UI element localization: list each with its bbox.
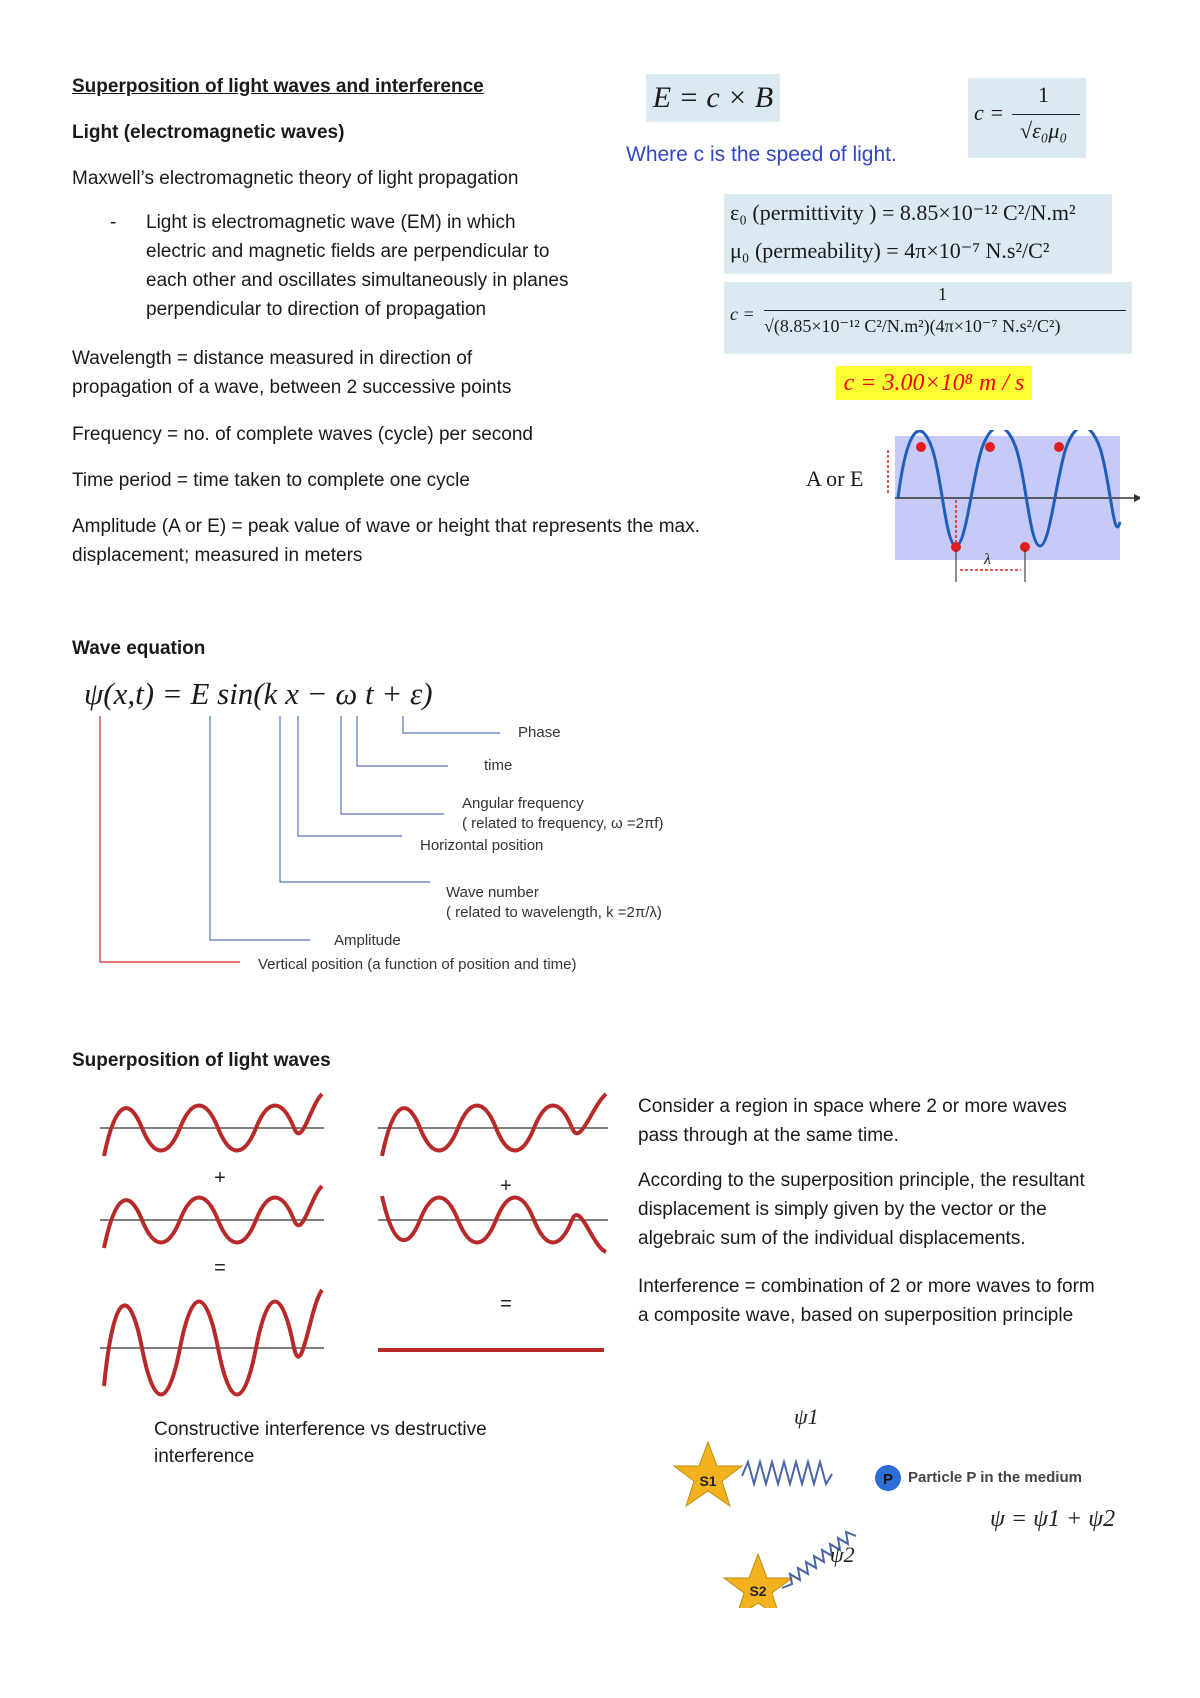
label-angular-frequency: Angular frequency (462, 795, 584, 812)
superposition-diagram (96, 1086, 636, 1406)
c-lhs: c = (974, 100, 1005, 125)
c-calc-lhs: c = (730, 304, 755, 324)
psi2-label: ψ2 (830, 1542, 855, 1567)
bullet-dash: - (110, 212, 117, 233)
lambda-label: λ (984, 551, 991, 568)
bullet-line: electric and magnetic fields are perpendicular to (146, 241, 550, 262)
para-line: According to the superposition principle, the resultant (638, 1170, 1085, 1191)
heading-wave-equation: Wave equation (72, 638, 206, 659)
label-angular-frequency-note: ( related to frequency, ω =2πf) (462, 815, 664, 832)
amplitude-pointer (210, 716, 310, 940)
period-def: Time period = time taken to complete one cycle (72, 470, 470, 491)
where-c-note: Where c is the speed of light. (626, 143, 897, 166)
c-den-text: ε₀μ₀ (1032, 118, 1068, 143)
amplitude-def (72, 512, 700, 570)
para-line: algebraic sum of the individual displacements. (638, 1228, 1026, 1249)
c-numerator: 1 (1038, 82, 1049, 107)
amplitude-line: Amplitude (A or E) = peak value of wave or height that represents the max. (72, 516, 700, 537)
c-formula-box (968, 78, 1086, 158)
wavelength-def (72, 344, 511, 402)
crest-point (916, 442, 926, 452)
psi1-label: ψ1 (794, 1404, 819, 1429)
label-phase: Phase (518, 724, 561, 741)
k-pointer (280, 716, 430, 882)
para-line: a composite wave, based on superposition principle (638, 1305, 1074, 1326)
label-time: time (484, 757, 513, 774)
psi-pointer (100, 716, 240, 962)
wavelength-line: Wavelength = distance measured in direction of (72, 348, 473, 369)
superposition-para-2 (638, 1166, 1085, 1253)
sine-wave-figure (880, 430, 1140, 590)
plus-sign: + (214, 1167, 226, 1189)
constructive-interference (100, 1094, 324, 1395)
heading-light-em: Light (electromagnetic waves) (72, 122, 345, 143)
source-s1-label: S1 (699, 1473, 717, 1489)
bullet-line: each other and oscillates simultaneously in planes (146, 270, 569, 291)
wave-equation: ψ(x,t) = E sin(k x − ω t + ε) (84, 676, 433, 711)
bullet-line: perpendicular to direction of propagation (146, 299, 487, 320)
psi-sum-equation: ψ = ψ1 + ψ2 (990, 1506, 1116, 1532)
superposition-para-1 (638, 1092, 1067, 1150)
wave-2 (104, 1186, 322, 1248)
label-amplitude: Amplitude (334, 932, 401, 949)
fraction-bar (764, 310, 1126, 311)
frequency-def: Frequency = no. of complete waves (cycle) per second (72, 424, 533, 445)
axis-arrow (1134, 494, 1140, 502)
destructive-interference (378, 1094, 608, 1350)
diagram-caption (154, 1416, 487, 1470)
label-wave-number: Wave number (446, 884, 539, 901)
x-pointer (298, 716, 402, 836)
c-calc-den-text: (8.85×10⁻¹² C²/N.m²)(4π×10⁻⁷ N.s²/C²) (773, 316, 1061, 336)
permittivity: ε₀ (permittivity ) = 8.85×10⁻¹² C²/N.m² (730, 200, 1076, 225)
para-line: pass through at the same time. (638, 1125, 899, 1146)
c-calc-numerator: 1 (938, 284, 947, 304)
wavelength-line: propagation of a wave, between 2 successive points (72, 377, 512, 398)
caption-line: interference (154, 1446, 255, 1467)
c-denominator: √ε₀μ₀ (1020, 118, 1068, 143)
page-title: Superposition of light waves and interference (72, 76, 484, 97)
resultant-wave (104, 1290, 322, 1395)
permeability: μ₀ (permeability) = 4π×10⁻⁷ N.s²/C² (730, 238, 1050, 263)
caption-line: Constructive interference vs destructive (154, 1419, 487, 1440)
amplitude-line: displacement; measured in meters (72, 545, 363, 566)
wave-1 (382, 1094, 606, 1156)
heading-superposition: Superposition of light waves (72, 1050, 331, 1071)
wave-1 (104, 1094, 322, 1156)
label-wave-number-note: ( related to wavelength, k =2π/λ) (446, 904, 662, 921)
particle-p-label: P (882, 1471, 894, 1488)
para-line: Interference = combination of 2 or more waves to form (638, 1276, 1095, 1297)
para-line: Consider a region in space where 2 or more waves (638, 1096, 1067, 1117)
equals-sign: = (500, 1293, 512, 1315)
plus-sign: + (500, 1175, 512, 1197)
interference-def (638, 1272, 1095, 1330)
speed-of-light-result: c = 3.00×10⁸ m / s (836, 366, 1032, 400)
star-icon (724, 1554, 792, 1608)
particle-caption: Particle P in the medium (908, 1469, 1082, 1486)
amplitude-label: A or E (806, 466, 864, 491)
bullet-line: Light is electromagnetic wave (EM) in which (146, 212, 516, 233)
two-source-diagram (664, 1378, 1164, 1608)
e-equals-cb: E = c × B (646, 74, 780, 122)
label-vertical-position: Vertical position (a function of position and time) (258, 956, 577, 973)
fraction-bar (1012, 114, 1080, 115)
c-calculation-box (724, 282, 1132, 354)
constants-box (724, 194, 1112, 274)
crest-point (1054, 442, 1064, 452)
source-s2-label: S2 (749, 1583, 767, 1599)
para-line: displacement is simply given by the vector or the (638, 1199, 1047, 1220)
c-calc-denominator: √(8.85×10⁻¹² C²/N.m²)(4π×10⁻⁷ N.s²/C²) (764, 316, 1061, 336)
equals-sign: = (214, 1257, 226, 1279)
crest-point (985, 442, 995, 452)
phase-pointer (403, 716, 500, 733)
wave-psi1 (742, 1462, 832, 1484)
label-horizontal-position: Horizontal position (420, 837, 544, 854)
wave-2-inverted (382, 1196, 606, 1252)
heading-maxwell: Maxwell’s electromagnetic theory of light propagation (72, 168, 519, 189)
